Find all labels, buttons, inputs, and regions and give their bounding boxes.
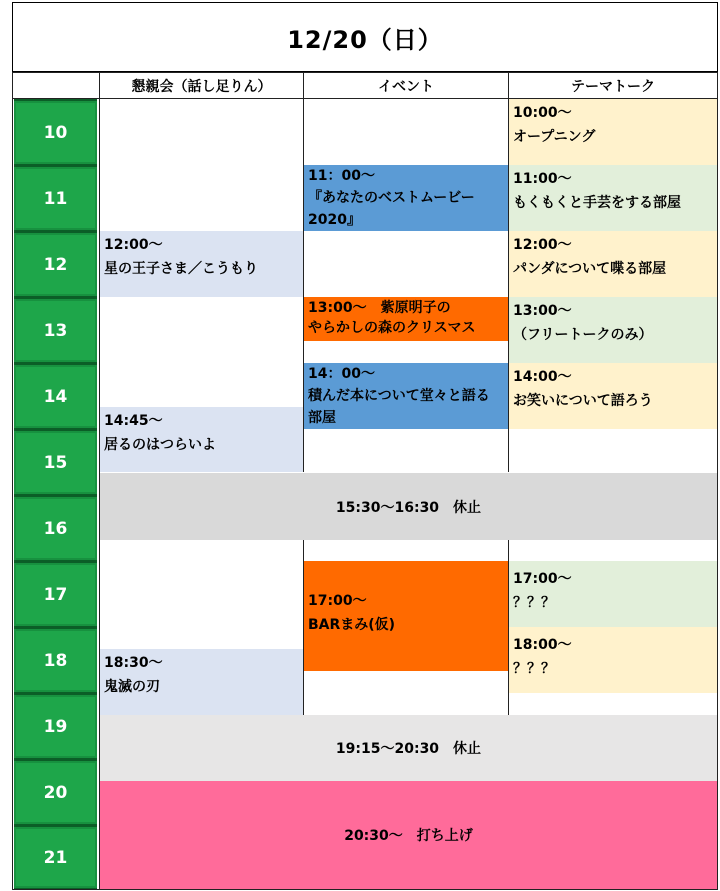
- hour-cell: 21: [14, 825, 97, 889]
- session-title: 『あなたのベストムービー: [308, 190, 475, 206]
- konshinkai-session: [100, 231, 303, 297]
- session-time: 13:00～ 紫原明子の: [308, 300, 451, 316]
- session-time: 13:00～: [513, 303, 572, 319]
- hour-cell: 13: [14, 297, 97, 363]
- hour-cell: 10: [14, 99, 97, 165]
- hour-cell: 12: [14, 231, 97, 297]
- konshinkai-session: [100, 649, 303, 715]
- event-session: [304, 297, 508, 341]
- theme-talk-session: [509, 297, 717, 363]
- session-title: オープニング: [513, 129, 596, 145]
- grid-line: [12, 98, 718, 99]
- theme-talk-session: [509, 165, 717, 231]
- session-title: 鬼滅の刃: [104, 679, 160, 695]
- session-title: 部屋: [308, 410, 336, 426]
- session-title: 星の王子さま／こうもり: [104, 261, 258, 277]
- grid-line: [508, 72, 509, 472]
- hour-cell: 16: [14, 495, 97, 561]
- session-title: 2020』: [308, 212, 361, 228]
- grid-line: [717, 72, 718, 890]
- hour-cell: 17: [14, 561, 97, 627]
- event-session: [304, 363, 508, 429]
- theme-talk-session: [509, 231, 717, 297]
- session-time: 14:00～: [513, 369, 572, 385]
- hour-cell: 18: [14, 627, 97, 693]
- session-title: もくもくと手芸をする部屋: [513, 195, 681, 211]
- hour-cell: 20: [14, 759, 97, 825]
- grid-line: [303, 540, 304, 715]
- column-header-event: イベント: [378, 78, 434, 95]
- session-time: 17:00～: [513, 571, 572, 587]
- hour-cell: 15: [14, 429, 97, 495]
- session-title: ？？？: [513, 595, 555, 611]
- session-time: 18:00～: [513, 637, 572, 653]
- grid-line: [12, 889, 718, 890]
- grid-line: [12, 72, 718, 73]
- session-time: 12:00～: [104, 237, 163, 253]
- theme-talk-session: [509, 99, 717, 165]
- grid-line: [99, 72, 100, 890]
- session-title: （フリートークのみ）: [513, 327, 653, 343]
- event-session: [304, 165, 508, 231]
- hour-cell: 19: [14, 693, 97, 759]
- session-title: 積んだ本について堂々と語る: [308, 388, 490, 404]
- session-time: 14：00～: [308, 366, 375, 382]
- session-time: 11：00～: [308, 168, 375, 184]
- session-title: やらかしの森のクリスマス: [308, 320, 476, 336]
- event-session: [304, 561, 508, 671]
- column-header-theme-talk: テーマトーク: [571, 78, 655, 95]
- grid-line: [303, 72, 304, 472]
- grid-line: [12, 72, 13, 890]
- column-header-konshinkai: 懇親会（話し足りん）: [131, 78, 272, 95]
- konshinkai-session: [100, 407, 303, 472]
- session-title: パンダについて喋る部屋: [513, 261, 667, 277]
- session-title: ？？？: [513, 661, 555, 677]
- page-title: 12/20（日）: [12, 2, 718, 72]
- closing-band: 20:30～ 打ち上げ: [100, 781, 717, 889]
- session-time: 14:45～: [104, 413, 163, 429]
- grid-line: [508, 540, 509, 715]
- theme-talk-session: [509, 627, 717, 693]
- session-title: BARまみ(仮): [308, 617, 396, 633]
- break-band: 15:30～16:30 休止: [100, 473, 717, 540]
- session-time: 12:00～: [513, 237, 572, 253]
- hour-cell: 11: [14, 165, 97, 231]
- session-time: 17:00～: [308, 593, 367, 609]
- break-band: 19:15～20:30 休止: [100, 715, 717, 781]
- session-time: 18:30～: [104, 655, 163, 671]
- session-title: 居るのはつらいよ: [104, 437, 216, 453]
- session-title: お笑いについて語ろう: [513, 393, 653, 409]
- session-time: 11:00～: [513, 171, 572, 187]
- theme-talk-session: [509, 561, 717, 627]
- session-time: 10:00～: [513, 105, 572, 121]
- hour-cell: 14: [14, 363, 97, 429]
- theme-talk-session: [509, 363, 717, 429]
